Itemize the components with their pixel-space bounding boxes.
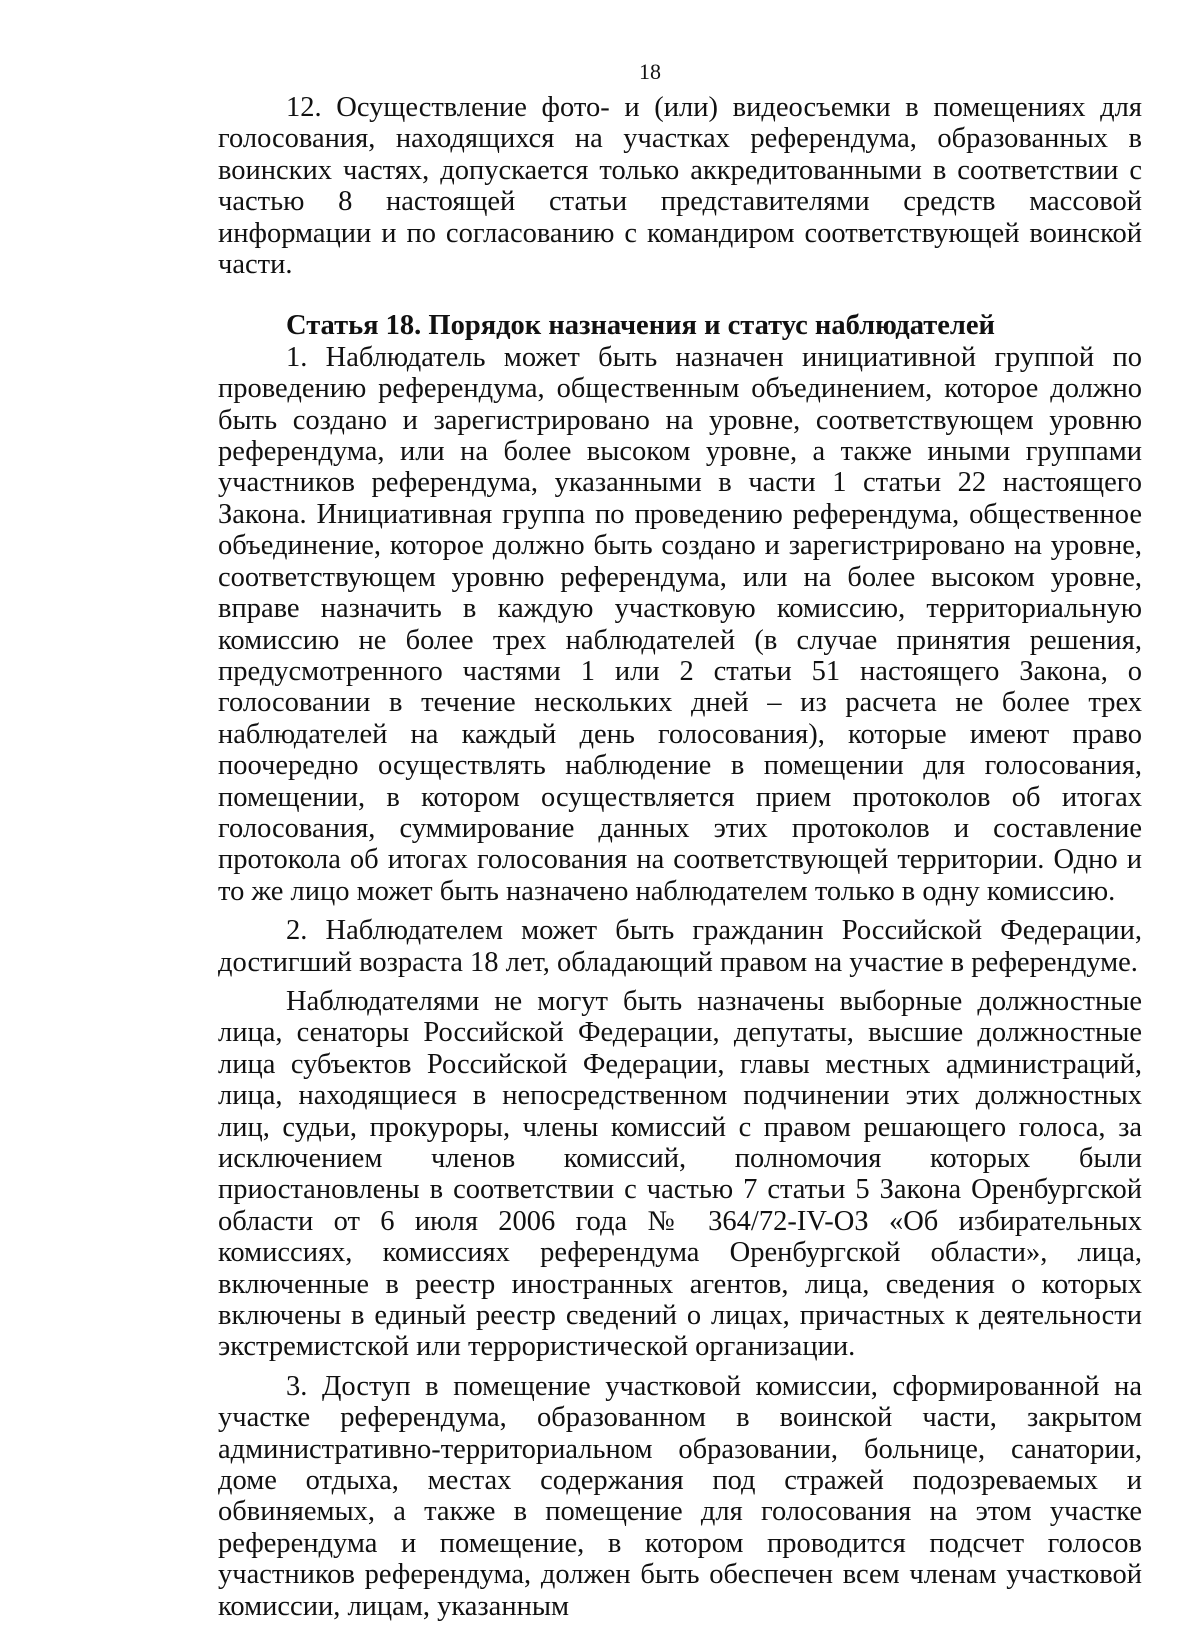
paragraph-12: 12. Осуществление фото- и (или) видеосъемки в помещениях для голосования, находящихся на участках референдума, образованных в воинских частях, допускается только аккредитованными в соответствии с частью 8 настоящей статьи представителями средств массовой информации и по согласованию с командиром соответствующей воинской части. (218, 92, 1142, 281)
article-heading: Статья 18. Порядок назначения и статус наблюдателей (286, 310, 995, 342)
paragraph-3: 3. Доступ в помещение участковой комиссии, сформированной на участке референдума, образованном в воинской части, закрытом административно-территориальном образовании, больнице, санатории, доме отдыха, местах содержания под стражей подозреваемых и обвиняемых, а также в помещение для голосования на этом участке референдума и помещение, в котором проводится подсчет голосов участников референдума, должен быть обеспечен всем членам участковой комиссии, лицам, указанным (218, 1370, 1142, 1622)
page-number: 18 (639, 59, 661, 84)
paragraph-2-continued: Наблюдателями не могут быть назначены выборные должностные лица, сенаторы Российской Федерации, депутаты, высшие должностные лица субъектов Российской Федерации, главы местных администраций, лица, находящиеся в непосредственном подчинении этих должностных лиц, судьи, прокуроры, члены комиссий с правом решающего голоса, за исключением членов комиссий, полномочия которых были приостановлены в соответствии с частью 7 статьи 5 Закона Оренбургской области от 6 июля 2006 года № 364/72-IV-ОЗ «Об избирательных комиссиях, комиссиях референдума Оренбургской области», лица, включенные в реестр иностранных агентов, лица, сведения о которых включены в единый реестр сведений о лицах, причастных к деятельности экстремистской или террористической организации. (218, 985, 1142, 1363)
paragraph-1: 1. Наблюдатель может быть назначен инициативной группой по проведению референдума, общественным объединением, которое должно быть создано и зарегистрировано на уровне, соответствующем уровню референдума, или на более высоком уровне, а также иными группами участников референдума, указанными в части 1 статьи 22 настоящего Закона. Инициативная группа по проведению референдума, общественное объединение, которое должно быть создано и зарегистрировано на уровне, соответствующем уровню референдума, или на более высоком уровне, вправе назначить в каждую участковую комиссию, территориальную комиссию не более трех наблюдателей (в случае принятия решения, предусмотренного частями 1 или 2 статьи 51 настоящего Закона, о голосовании в течение нескольких дней – из расчета не более трех наблюдателей на каждый день голосования), которые имеют право поочередно осуществлять наблюдение в помещении для голосования, помещении, в котором осуществляется прием протоколов об итогах голосования, суммирование данных этих протоколов и составление протокола об итогах голосования на соответствующей территории. Одно и то же лицо может быть назначено наблюдателем только в одну комиссию. (218, 341, 1142, 907)
paragraph-2: 2. Наблюдателем может быть гражданин Российской Федерации, достигший возраста 18 лет, обладающий правом на участие в референдуме. (218, 915, 1142, 978)
document-body (218, 92, 1142, 1622)
